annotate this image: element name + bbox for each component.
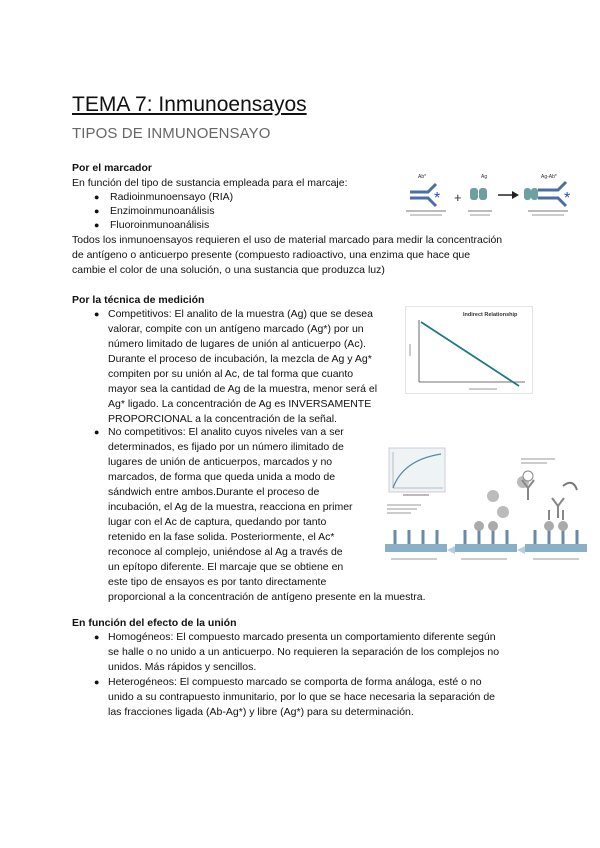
list-item: Radioinmunoensayo (RIA) — [110, 191, 234, 203]
star-icon: * — [564, 190, 571, 207]
paragraph-line: Durante el proceso de incubación, la mezcla de Ag y Ag* — [108, 353, 372, 365]
paragraph-line: Homogéneos: El compuesto marcado presenta un comportamiento diferente según — [108, 631, 496, 643]
paragraph-line: PROPORCIONAL a la concentración de la señal. — [108, 413, 337, 425]
reaction-label-agab: Ag-Ab* — [541, 174, 557, 180]
paragraph-line: se halle o no unido a un anticuerpo. No requieren la separación de los complejos no — [108, 646, 500, 658]
paragraph-line: de antígeno o anticuerpo presente (compuesto radioactivo, una enzima que hace que — [72, 249, 471, 261]
section-intro: En función del tipo de sustancia empleada para el marcaje: — [72, 177, 348, 189]
paragraph-line: compiten por su unión al Ac, de tal forma que cuanto — [108, 368, 354, 380]
complex-icon — [524, 182, 566, 206]
bullet-icon: ● — [94, 220, 100, 230]
paragraph-line: sándwich entre ambos.Durante el proceso de — [108, 486, 320, 498]
list-item: Fluoroinmunoanálisis — [110, 219, 210, 231]
indirect-relationship-chart — [405, 306, 533, 394]
paragraph-line: Heterogéneos: El compuesto marcado se comporta de forma análoga, esté o no — [108, 676, 482, 688]
arrow-right-icon — [498, 191, 519, 199]
paragraph-line: mayor sea la cantidad de Ag de la muestra, menor será el — [108, 383, 378, 395]
antigen-icon — [470, 188, 487, 200]
page-title: TEMA 7: Inmunoensayos — [72, 93, 307, 116]
paragraph-line: valorar, compite con un antígeno marcado (Ag*) por un — [108, 323, 364, 335]
paragraph-line: Ag* ligado. La concentración de Ag es INVERSAMENTE — [108, 398, 372, 410]
paragraph-line: unidos. Más rápidos y sencillos. — [108, 661, 257, 673]
paragraph-line: lugares de unión de anticuerpos, marcados y no — [108, 456, 333, 468]
paragraph-line: reconoce al complejo, uniéndose al Ag a través de — [108, 546, 343, 558]
paragraph-line: Competitivos: El analito de la muestra (Ag) que se desea — [108, 308, 373, 320]
bullet-icon: ● — [94, 427, 100, 437]
bullet-icon: ● — [94, 206, 100, 216]
paragraph-line: número limitado de lugares de unión al anticuerpo (Ac). — [108, 338, 366, 350]
paragraph-line: este tipo de ensayos es por tanto directamente — [108, 576, 327, 588]
paragraph-line: marcados, de forma que queda unida a modo de — [108, 471, 336, 483]
star-icon: * — [434, 190, 441, 207]
antibody-icon — [410, 184, 436, 206]
bullet-icon: ● — [94, 632, 100, 642]
paragraph-line: un epítopo diferente. El marcaje que se obtiene en — [108, 561, 344, 573]
section-heading-efecto: En función del efecto de la unión — [72, 617, 237, 629]
paragraph-line: cambie el color de una solución, o una sustancia que produzca luz) — [72, 264, 385, 276]
bullet-icon: ● — [94, 192, 100, 202]
chart-title: Indirect Relationship — [463, 312, 518, 318]
section-heading-marcador: Por el marcador — [72, 162, 152, 174]
list-item: Enzimoinmunoanálisis — [110, 205, 215, 217]
paragraph-line: determinados, es fijado por un número ilimitado de — [108, 441, 344, 453]
saturation-curve-inset — [389, 448, 445, 496]
bullet-icon: ● — [94, 309, 100, 319]
plus-sign: + — [454, 190, 462, 205]
sandwich-assay-figure — [383, 446, 588, 578]
antigen-antibody-reaction-figure — [400, 170, 590, 222]
paragraph-line: lugar con el Ac de captura, quedando por tanto — [108, 516, 327, 528]
paragraph-line: retenido en la fase solida. Posteriormente, el Ac* — [108, 531, 335, 543]
paragraph-line: Todos los inmunoensayos requieren el uso de material marcado para medir la concentración — [72, 234, 503, 246]
section-heading-tecnica: Por la técnica de medición — [72, 294, 205, 306]
reaction-label-ab: Ab* — [418, 174, 427, 180]
paragraph-line: las fracciones ligada (Ab-Ag*) y libre (Ag*) para su determinación. — [108, 706, 414, 718]
reaction-label-ag: Ag — [481, 174, 488, 180]
page-subtitle: TIPOS DE INMUNOENSAYO — [72, 125, 271, 142]
paragraph-line: incubación, el Ag de la muestra, reacciona en primer — [108, 501, 353, 513]
paragraph-line: No competitivos: El analito cuyos niveles van a ser — [108, 426, 344, 438]
paragraph-line: unido a su contrapuesto inmunitario, por lo que se hace necesaria la separación de — [108, 691, 495, 703]
paragraph-line: proporcional a la concentración de antígeno presente en la muestra. — [108, 591, 426, 603]
bullet-icon: ● — [94, 677, 100, 687]
